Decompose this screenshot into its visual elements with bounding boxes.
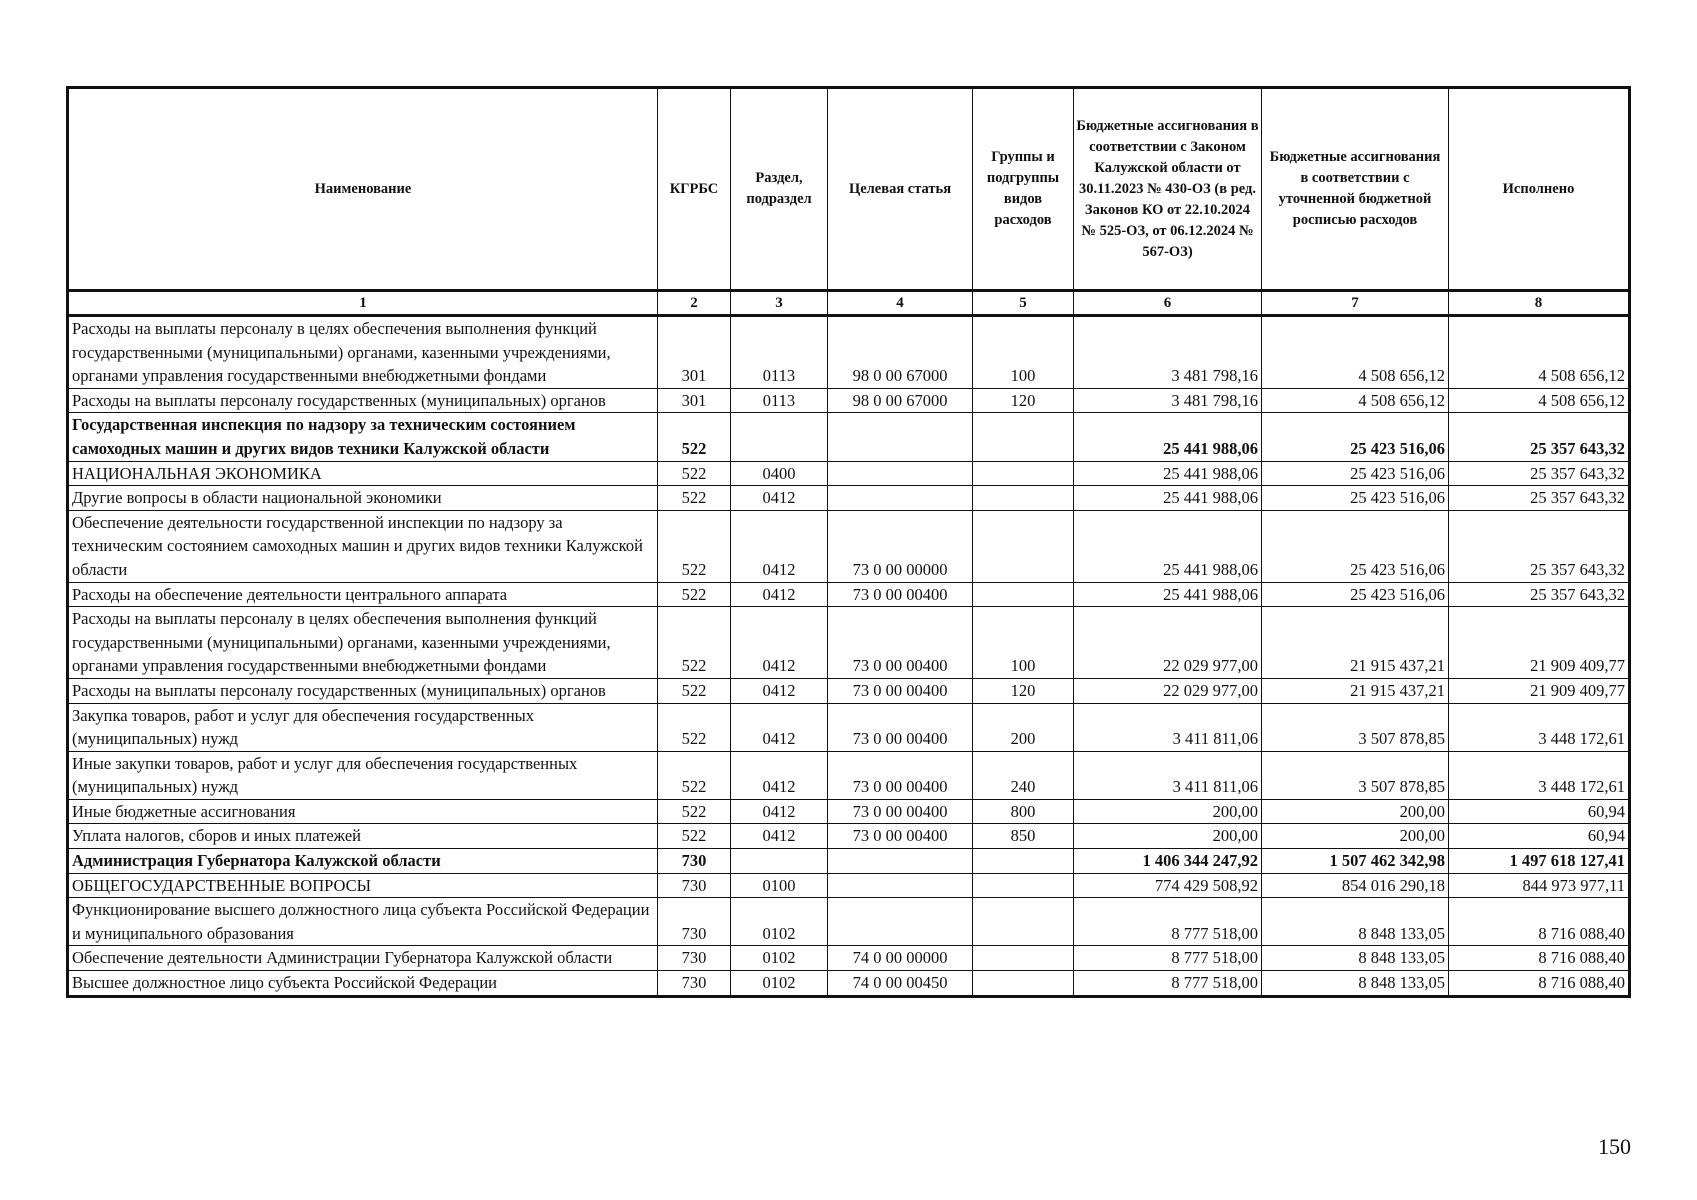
cell-name: Расходы на обеспечение деятельности центрального аппарата (68, 582, 658, 607)
cell-law: 774 429 508,92 (1074, 873, 1262, 898)
cell-target: 74 0 00 00450 (828, 971, 973, 997)
cell-target (828, 849, 973, 874)
header-groups: Группы и подгруппы видов расходов (973, 88, 1074, 291)
column-number: 8 (1449, 291, 1630, 316)
cell-refined: 200,00 (1262, 824, 1449, 849)
cell-executed: 4 508 656,12 (1449, 316, 1630, 389)
cell-kgrbs: 522 (658, 461, 731, 486)
cell-kgrbs: 522 (658, 607, 731, 679)
cell-section (731, 413, 828, 461)
table-row (68, 678, 1630, 703)
cell-executed: 3 448 172,61 (1449, 751, 1630, 799)
cell-law: 22 029 977,00 (1074, 678, 1262, 703)
cell-name: Иные бюджетные ассигнования (68, 799, 658, 824)
cell-executed: 4 508 656,12 (1449, 388, 1630, 413)
cell-law: 1 406 344 247,92 (1074, 849, 1262, 874)
header-law: Бюджетные ассигнования в соответствии с Законом Калужской области от 30.11.2023 № 430-ОЗ (в ред. Законов КО от 22.10.2024 № 525-ОЗ, от 06.12.2024 № 567-ОЗ) (1074, 88, 1262, 291)
cell-kgrbs: 301 (658, 316, 731, 389)
cell-executed: 25 357 643,32 (1449, 461, 1630, 486)
cell-refined: 8 848 133,05 (1262, 971, 1449, 997)
cell-law: 3 481 798,16 (1074, 316, 1262, 389)
cell-target: 73 0 00 00400 (828, 678, 973, 703)
cell-group (973, 898, 1074, 946)
cell-section: 0412 (731, 703, 828, 751)
cell-name: Обеспечение деятельности государственной инспекции по надзору за техническим состоянием самоходных машин и других видов техники Калужской области (68, 510, 658, 582)
table-row (68, 413, 1630, 461)
cell-section: 0412 (731, 510, 828, 582)
header-row (68, 88, 1630, 291)
cell-executed: 8 716 088,40 (1449, 946, 1630, 971)
cell-group: 200 (973, 703, 1074, 751)
cell-target: 98 0 00 67000 (828, 388, 973, 413)
cell-section: 0400 (731, 461, 828, 486)
cell-refined: 1 507 462 342,98 (1262, 849, 1449, 874)
cell-name: Расходы на выплаты персоналу в целях обеспечения выполнения функций государственными (муниципальными) органами, казенными учреждениями, органами управления государственными внебюджетными фондами (68, 607, 658, 679)
cell-group (973, 510, 1074, 582)
cell-refined: 854 016 290,18 (1262, 873, 1449, 898)
cell-kgrbs: 522 (658, 751, 731, 799)
cell-name: Высшее должностное лицо субъекта Российской Федерации (68, 971, 658, 997)
cell-kgrbs: 730 (658, 898, 731, 946)
column-number: 2 (658, 291, 731, 316)
table-row (68, 703, 1630, 751)
table-row (68, 316, 1630, 389)
cell-executed: 21 909 409,77 (1449, 678, 1630, 703)
cell-target: 73 0 00 00000 (828, 510, 973, 582)
cell-refined: 21 915 437,21 (1262, 678, 1449, 703)
header-name: Наименование (68, 88, 658, 291)
header-section: Раздел, подраздел (731, 88, 828, 291)
column-number: 5 (973, 291, 1074, 316)
table-row (68, 898, 1630, 946)
header-refined: Бюджетные ассигнования в соответствии с уточненной бюджетной росписью расходов (1262, 88, 1449, 291)
cell-executed: 1 497 618 127,41 (1449, 849, 1630, 874)
cell-law: 200,00 (1074, 824, 1262, 849)
table-body (68, 316, 1630, 997)
table-row (68, 751, 1630, 799)
budget-table (66, 86, 1631, 998)
column-number: 7 (1262, 291, 1449, 316)
cell-group: 800 (973, 799, 1074, 824)
cell-executed: 60,94 (1449, 824, 1630, 849)
cell-executed: 25 357 643,32 (1449, 510, 1630, 582)
cell-name: Администрация Губернатора Калужской области (68, 849, 658, 874)
cell-refined: 8 848 133,05 (1262, 898, 1449, 946)
cell-target: 74 0 00 00000 (828, 946, 973, 971)
cell-name: Другие вопросы в области национальной экономики (68, 486, 658, 511)
cell-refined: 25 423 516,06 (1262, 510, 1449, 582)
cell-target: 73 0 00 00400 (828, 751, 973, 799)
table-row (68, 799, 1630, 824)
cell-kgrbs: 301 (658, 388, 731, 413)
cell-name: Закупка товаров, работ и услуг для обеспечения государственных (муниципальных) нужд (68, 703, 658, 751)
cell-executed: 3 448 172,61 (1449, 703, 1630, 751)
cell-group (973, 946, 1074, 971)
cell-executed: 8 716 088,40 (1449, 971, 1630, 997)
table-row (68, 486, 1630, 511)
cell-kgrbs: 730 (658, 946, 731, 971)
header-kgrbs: КГРБС (658, 88, 731, 291)
cell-section: 0102 (731, 971, 828, 997)
cell-refined: 200,00 (1262, 799, 1449, 824)
cell-executed: 844 973 977,11 (1449, 873, 1630, 898)
cell-section (731, 849, 828, 874)
cell-target: 73 0 00 00400 (828, 799, 973, 824)
cell-section: 0102 (731, 898, 828, 946)
column-number-row (68, 291, 1630, 316)
cell-law: 25 441 988,06 (1074, 582, 1262, 607)
cell-refined: 25 423 516,06 (1262, 413, 1449, 461)
cell-law: 3 411 811,06 (1074, 703, 1262, 751)
table-row (68, 873, 1630, 898)
table-row (68, 824, 1630, 849)
cell-name: Уплата налогов, сборов и иных платежей (68, 824, 658, 849)
cell-group: 120 (973, 388, 1074, 413)
cell-name: Иные закупки товаров, работ и услуг для обеспечения государственных (муниципальных) нужд (68, 751, 658, 799)
cell-name: Расходы на выплаты персоналу государственных (муниципальных) органов (68, 678, 658, 703)
column-number: 3 (731, 291, 828, 316)
cell-group: 850 (973, 824, 1074, 849)
cell-law: 3 411 811,06 (1074, 751, 1262, 799)
table-row (68, 946, 1630, 971)
cell-name: Обеспечение деятельности Администрации Губернатора Калужской области (68, 946, 658, 971)
table-row (68, 388, 1630, 413)
cell-group: 100 (973, 316, 1074, 389)
cell-kgrbs: 522 (658, 824, 731, 849)
column-number: 1 (68, 291, 658, 316)
cell-group (973, 971, 1074, 997)
cell-executed: 25 357 643,32 (1449, 486, 1630, 511)
header-target: Целевая статья (828, 88, 973, 291)
cell-executed: 25 357 643,32 (1449, 582, 1630, 607)
cell-group (973, 413, 1074, 461)
cell-refined: 25 423 516,06 (1262, 486, 1449, 511)
cell-law: 25 441 988,06 (1074, 461, 1262, 486)
cell-group (973, 849, 1074, 874)
cell-kgrbs: 522 (658, 678, 731, 703)
table-row (68, 461, 1630, 486)
cell-kgrbs: 522 (658, 582, 731, 607)
cell-law: 200,00 (1074, 799, 1262, 824)
cell-target (828, 461, 973, 486)
cell-executed: 8 716 088,40 (1449, 898, 1630, 946)
cell-kgrbs: 522 (658, 799, 731, 824)
cell-target: 73 0 00 00400 (828, 703, 973, 751)
cell-law: 8 777 518,00 (1074, 946, 1262, 971)
cell-refined: 25 423 516,06 (1262, 582, 1449, 607)
cell-name: Расходы на выплаты персоналу государственных (муниципальных) органов (68, 388, 658, 413)
cell-section: 0412 (731, 824, 828, 849)
cell-refined: 3 507 878,85 (1262, 751, 1449, 799)
cell-group (973, 486, 1074, 511)
cell-law: 8 777 518,00 (1074, 971, 1262, 997)
cell-target (828, 413, 973, 461)
cell-section: 0100 (731, 873, 828, 898)
cell-section: 0113 (731, 316, 828, 389)
cell-executed: 25 357 643,32 (1449, 413, 1630, 461)
cell-kgrbs: 522 (658, 510, 731, 582)
cell-target (828, 486, 973, 511)
cell-law: 22 029 977,00 (1074, 607, 1262, 679)
header-executed: Исполнено (1449, 88, 1630, 291)
cell-section: 0412 (731, 751, 828, 799)
column-number: 4 (828, 291, 973, 316)
cell-refined: 25 423 516,06 (1262, 461, 1449, 486)
cell-refined: 3 507 878,85 (1262, 703, 1449, 751)
cell-kgrbs: 522 (658, 703, 731, 751)
cell-kgrbs: 730 (658, 971, 731, 997)
cell-name: Функционирование высшего должностного лица субъекта Российской Федерации и муниципального образования (68, 898, 658, 946)
cell-refined: 4 508 656,12 (1262, 388, 1449, 413)
cell-law: 3 481 798,16 (1074, 388, 1262, 413)
cell-law: 25 441 988,06 (1074, 413, 1262, 461)
cell-target: 73 0 00 00400 (828, 607, 973, 679)
table-row (68, 849, 1630, 874)
table-row (68, 510, 1630, 582)
cell-name: НАЦИОНАЛЬНАЯ ЭКОНОМИКА (68, 461, 658, 486)
cell-section: 0412 (731, 582, 828, 607)
cell-section: 0102 (731, 946, 828, 971)
cell-target (828, 873, 973, 898)
cell-section: 0412 (731, 678, 828, 703)
cell-group: 240 (973, 751, 1074, 799)
cell-target (828, 898, 973, 946)
cell-refined: 8 848 133,05 (1262, 946, 1449, 971)
cell-target: 73 0 00 00400 (828, 582, 973, 607)
cell-refined: 4 508 656,12 (1262, 316, 1449, 389)
cell-group (973, 582, 1074, 607)
cell-section: 0412 (731, 486, 828, 511)
cell-target: 98 0 00 67000 (828, 316, 973, 389)
cell-name: Расходы на выплаты персоналу в целях обеспечения выполнения функций государственными (муниципальными) органами, казенными учреждениями, органами управления государственными внебюджетными фондами (68, 316, 658, 389)
table-row (68, 971, 1630, 997)
cell-law: 25 441 988,06 (1074, 486, 1262, 511)
cell-group: 100 (973, 607, 1074, 679)
cell-kgrbs: 730 (658, 849, 731, 874)
table-row (68, 607, 1630, 679)
cell-kgrbs: 522 (658, 413, 731, 461)
cell-executed: 21 909 409,77 (1449, 607, 1630, 679)
cell-refined: 21 915 437,21 (1262, 607, 1449, 679)
cell-kgrbs: 522 (658, 486, 731, 511)
table-row (68, 582, 1630, 607)
cell-executed: 60,94 (1449, 799, 1630, 824)
cell-kgrbs: 730 (658, 873, 731, 898)
column-number: 6 (1074, 291, 1262, 316)
cell-group: 120 (973, 678, 1074, 703)
cell-law: 8 777 518,00 (1074, 898, 1262, 946)
cell-name: Государственная инспекция по надзору за техническим состоянием самоходных машин и других видов техники Калужской области (68, 413, 658, 461)
cell-name: ОБЩЕГОСУДАРСТВЕННЫЕ ВОПРОСЫ (68, 873, 658, 898)
cell-law: 25 441 988,06 (1074, 510, 1262, 582)
cell-section: 0412 (731, 799, 828, 824)
cell-target: 73 0 00 00400 (828, 824, 973, 849)
cell-section: 0113 (731, 388, 828, 413)
page-number: 150 (1598, 1134, 1631, 1159)
cell-group (973, 873, 1074, 898)
cell-group (973, 461, 1074, 486)
cell-section: 0412 (731, 607, 828, 679)
